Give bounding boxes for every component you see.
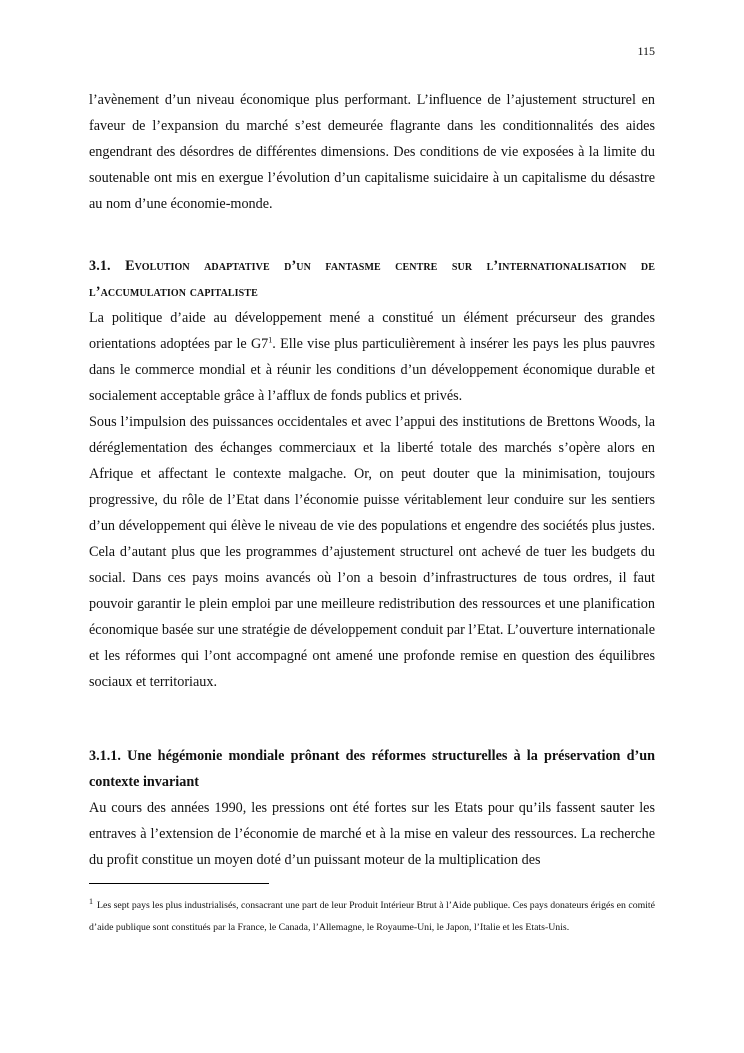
intro-paragraph: l’avènement d’un niveau économique plus performant. L’influence de l’ajustement structurel en faveur de l’expansion du marché s’est demeurée flagrante dans les conditionnalités des aides engendrant des désordres de différentes dimensions. Des conditions de vie exposées à la limite du soutenable ont mis en exergue l’évolution d’un capitalisme suicidaire à un capitalisme du désastre au nom d’une économie-monde. (89, 92, 655, 212)
section-paragraph-1 (89, 305, 655, 409)
subsection-3-1-1 (89, 743, 655, 873)
subsection-heading: 3.1.1. Une hégémonie mondiale prônant des réformes structurelles à la préservation d’un contexte invariant (89, 748, 655, 790)
footnote-text: Les sept pays les plus industrialisés, consacrant une part de leur Produit Intérieur Btrut à l’Aide publique. Ces pays donateurs érigés en comité d’aide publique sont constitués par la France, le Canada, l’Allemagne, le Royaume-Uni, le Japon, l’Italie et les Etats-Unis. (89, 900, 655, 933)
footnote-separator (89, 883, 269, 884)
paragraph-text-after-note: . Elle vise plus particulièrement à insérer les pays les plus pauvres dans le commerce mondial et à réunir les conditions d’un développement économique durable et socialement acceptable grâce à l’afflux de fonds publics et privés. (89, 336, 655, 404)
footnote-marker: 1 (89, 896, 93, 906)
page-number: 115 (637, 44, 655, 58)
section-3-1 (89, 253, 655, 695)
paragraph-text-before-note: La politique d’aide au développement mené a constitué un élément précurseur des grandes orientations adoptées par le G7 (89, 310, 655, 352)
section-heading: 3.1. Evolution adaptative d’un fantasme centre sur l’internationalisation de l’accumulation capitaliste (89, 258, 655, 300)
subsection-paragraph: Au cours des années 1990, les pressions ont été fortes sur les Etats pour qu’ils fassent sauter les entraves à l’extension de l’économie de marché et à la mise en valeur des ressources. La recherche du profit constitue un moyen doté d’un puissant moteur de la multiplication des (89, 800, 655, 868)
section-paragraph-2: Sous l’impulsion des puissances occidentales et avec l’appui des institutions de Brettons Woods, la déréglementation des échanges commerciaux et la liberté totale des marchés s’opère alors en Afrique et affectant le contexte malgache. Or, on peut douter que la minimisation, toujours progressive, du rôle de l’Etat dans l’économie puisse véritablement leur conduire sur les sentiers d’un développement qui élève le niveau de vie des populations et engendre des sociétés plus justes. Cela d’autant plus que les programmes d’ajustement structurel ont achevé de tuer les budgets du social. Dans ces pays moins avancés où l’on a besoin d’infrastructures de tous ordres, il faut pouvoir garantir le plein emploi par une meilleure redistribution des ressources et une planification économique basée sur une stratégie de développement conduit par l’Etat. L’ouverture internationale et les réformes qui l’ont accompagné ont amené une profonde remise en question des équilibres sociaux et territoriaux. (89, 414, 655, 690)
footnote (89, 895, 655, 939)
footnote-reference[interactable]: 1 (268, 335, 273, 345)
